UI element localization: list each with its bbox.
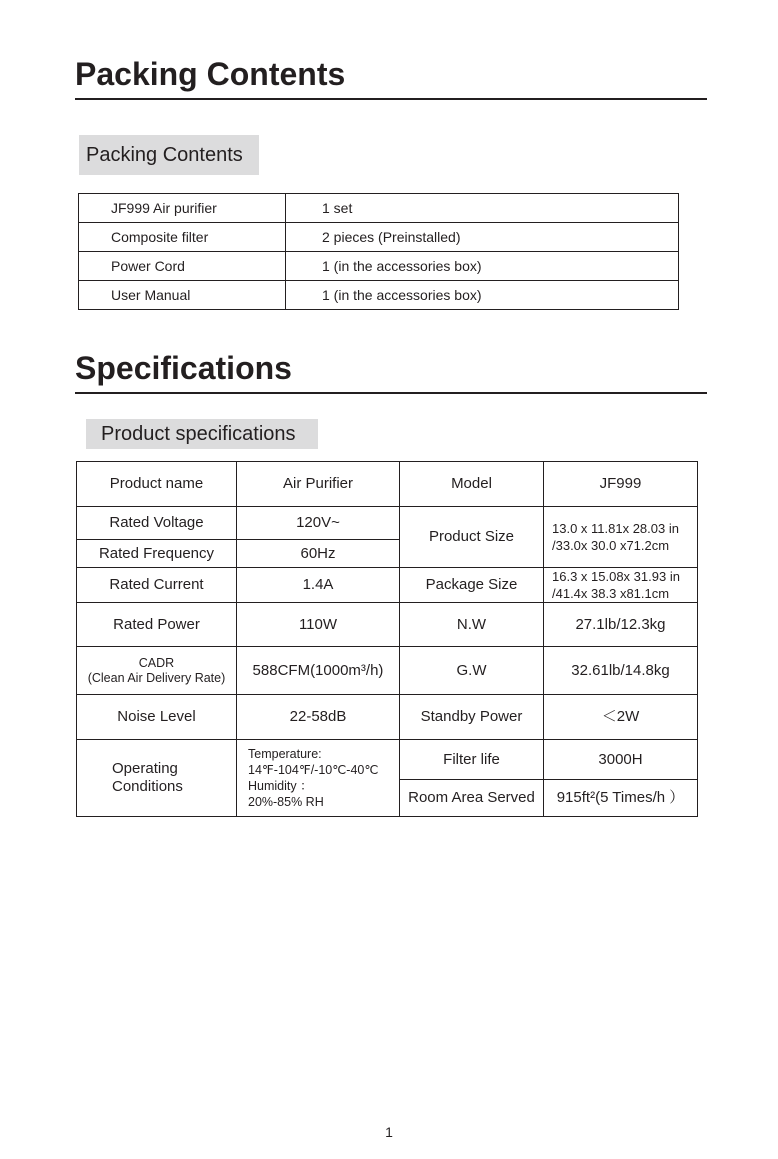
operating-temperature-value: 14℉-104℉/-10℃-40℃ bbox=[248, 763, 379, 777]
package-size-label: Package Size bbox=[400, 568, 544, 603]
operating-conditions-value bbox=[237, 740, 400, 817]
filter-life-label: Filter life bbox=[400, 740, 544, 780]
package-size-value bbox=[544, 568, 698, 603]
table-row bbox=[79, 281, 679, 310]
package-size-imperial: 16.3 x 15.08x 31.93 in bbox=[552, 569, 680, 584]
page-number: 1 bbox=[385, 1124, 393, 1140]
product-size-metric: /33.0x 30.0 x71.2cm bbox=[552, 538, 670, 553]
specs-table bbox=[76, 461, 698, 817]
cadr-value: 588CFM(1000m³/h) bbox=[237, 647, 400, 695]
model-label: Model bbox=[400, 462, 544, 507]
operating-humidity-value: 20%-85% RH bbox=[248, 795, 324, 809]
gross-weight-value: 32.61lb/14.8kg bbox=[544, 647, 698, 695]
table-row bbox=[77, 462, 698, 507]
operating-humidity-label: Humidity ： bbox=[248, 779, 313, 793]
table-row bbox=[77, 507, 698, 540]
operating-conditions-label bbox=[77, 740, 237, 817]
rated-power-label: Rated Power bbox=[77, 603, 237, 647]
noise-level-label: Noise Level bbox=[77, 695, 237, 740]
packing-qty: 1 set bbox=[286, 194, 679, 223]
packing-qty: 1 (in the accessories box) bbox=[286, 252, 679, 281]
filter-life-value: 3000H bbox=[544, 740, 698, 780]
specs-section-rule bbox=[75, 392, 707, 394]
rated-voltage-label: Rated Voltage bbox=[77, 507, 237, 540]
gross-weight-label: G.W bbox=[400, 647, 544, 695]
table-row bbox=[77, 647, 698, 695]
package-size-metric: /41.4x 38.3 x81.1cm bbox=[552, 586, 670, 601]
rated-power-value: 110W bbox=[237, 603, 400, 647]
packing-item: Power Cord bbox=[79, 252, 286, 281]
net-weight-value: 27.1lb/12.3kg bbox=[544, 603, 698, 647]
standby-power-value: ＜2W bbox=[544, 695, 698, 740]
specs-tag: Product specifications bbox=[86, 419, 318, 449]
noise-level-value: 22-58dB bbox=[237, 695, 400, 740]
packing-section-rule bbox=[75, 98, 707, 100]
packing-tag: Packing Contents bbox=[79, 135, 259, 175]
table-row bbox=[79, 223, 679, 252]
packing-table bbox=[78, 193, 679, 310]
rated-current-label: Rated Current bbox=[77, 568, 237, 603]
table-row bbox=[77, 740, 698, 780]
product-size-value bbox=[544, 507, 698, 568]
rated-frequency-label: Rated Frequency bbox=[77, 540, 237, 568]
standby-power-label: Standby Power bbox=[400, 695, 544, 740]
rated-frequency-value: 60Hz bbox=[237, 540, 400, 568]
cadr-label-full: (Clean Air Delivery Rate) bbox=[87, 670, 226, 685]
table-row bbox=[79, 252, 679, 281]
table-row bbox=[77, 568, 698, 603]
packing-item: JF999 Air purifier bbox=[79, 194, 286, 223]
product-name-label: Product name bbox=[77, 462, 237, 507]
operating-temperature-label: Temperature: bbox=[248, 747, 322, 761]
packing-item: Composite filter bbox=[79, 223, 286, 252]
packing-section-title: Packing Contents bbox=[75, 56, 346, 92]
rated-current-value: 1.4A bbox=[237, 568, 400, 603]
room-area-value: 915ft²(5 Times/h ） bbox=[544, 780, 698, 817]
operating-label-line2: Conditions bbox=[112, 778, 183, 795]
cadr-label bbox=[77, 647, 237, 695]
model-value: JF999 bbox=[544, 462, 698, 507]
cadr-label-short: CADR bbox=[138, 655, 175, 670]
operating-label-line1: Operating bbox=[112, 760, 178, 777]
table-row bbox=[79, 194, 679, 223]
packing-qty: 1 (in the accessories box) bbox=[286, 281, 679, 310]
packing-qty: 2 pieces (Preinstalled) bbox=[286, 223, 679, 252]
table-row bbox=[77, 603, 698, 647]
room-area-label: Room Area Served bbox=[400, 780, 544, 817]
specs-section-title: Specifications bbox=[75, 350, 292, 386]
packing-item: User Manual bbox=[79, 281, 286, 310]
product-size-label: Product Size bbox=[400, 507, 544, 568]
product-name-value: Air Purifier bbox=[237, 462, 400, 507]
rated-voltage-value: 120V~ bbox=[237, 507, 400, 540]
table-row bbox=[77, 695, 698, 740]
net-weight-label: N.W bbox=[400, 603, 544, 647]
product-size-imperial: 13.0 x 11.81x 28.03 in bbox=[552, 521, 679, 536]
